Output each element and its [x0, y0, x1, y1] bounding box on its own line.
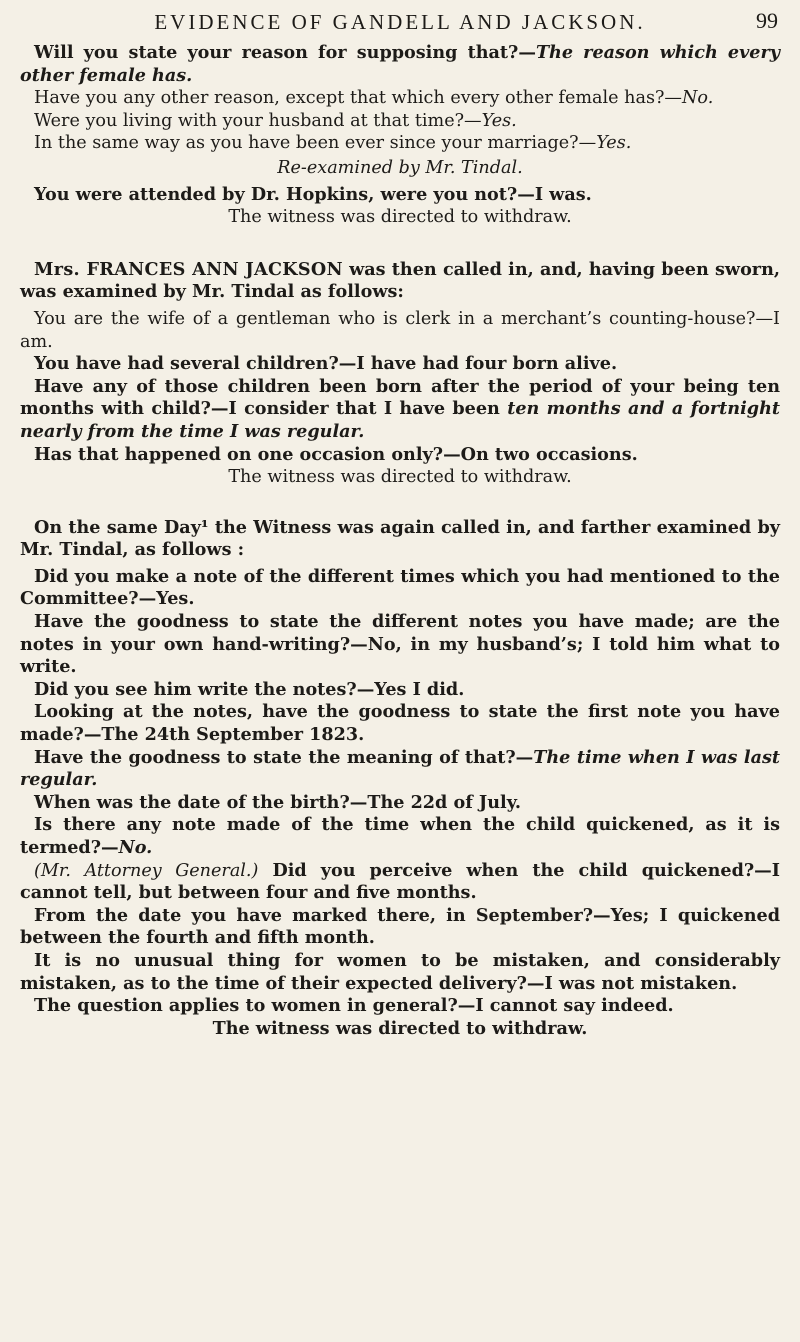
qa-3-6: When was the date of the birth?—The 22d of July. [34, 791, 522, 813]
page-number: 99 [756, 8, 778, 33]
qa-line-2: Have you any other reason, except that which every other female has?—No. [34, 88, 714, 109]
running-head [20, 6, 780, 36]
qa-2-1: You are the wife of a gentleman who is clerk in a merchant’s counting-house?—I am. [20, 308, 780, 352]
section-frances-ann-jackson [20, 259, 780, 489]
qa-3-9: From the date you have marked there, in September?—Yes; I quickened between the fourth and fifth month. [20, 904, 780, 949]
section-further-examination [20, 517, 780, 1041]
running-title: EVIDENCE OF GANDELL AND JACKSON. [154, 10, 646, 34]
qa-line-5: You were attended by Dr. Hopkins, were you not?—I was. [34, 183, 592, 205]
withdraw-note-1: The witness was directed to withdraw. [228, 207, 572, 228]
recall-intro: On the same Day¹ the Witness was again called in, and farther examined by Mr. Tindal, as follows : [20, 516, 780, 561]
withdraw-note-3: The witness was directed to withdraw. [212, 1017, 588, 1039]
re-examined-heading: Re-examined by Mr. Tindal. [277, 157, 523, 178]
qa-2-4: Has that happened on one occasion only?—On two occasions. [34, 443, 638, 465]
qa-3-3: Did you see him write the notes?—Yes I did. [34, 678, 465, 700]
qa-3-8: (Mr. Attorney General.) Did you perceive when the child quickened?—I cannot tell, but between four and five months. [20, 859, 780, 904]
section-cross-examination [20, 42, 780, 229]
qa-3-1: Did you make a note of the different times which you had mentioned to the Committee?—Yes. [20, 565, 780, 610]
qa-2-2: You have had several children?—I have had four born alive. [34, 353, 618, 375]
qa-3-7: Is there any note made of the time when the child quickened, as it is termed?—No. [20, 814, 780, 858]
qa-3-4: Looking at the notes, have the goodness to state the first note you have made?—The 24th September 1823. [20, 701, 780, 746]
qa-line-3: Were you living with your husband at that time?—Yes. [34, 110, 517, 131]
qa-3-2: Have the goodness to state the different notes you have made; are the notes in your own hand-writing?—No, in my husband’s; I told him what to write. [20, 611, 780, 678]
qa-line-1: Will you state your reason for supposing that?—The reason which every other female has. [20, 42, 780, 86]
qa-3-10: It is no unusual thing for women to be mistaken, and considerably mistaken, as to the time of their expected delivery?—I was not mistaken. [20, 949, 780, 994]
qa-2-3: Have any of those children been born after the period of your being ten months with child?—I consider that I have been ten months and a fortnight nearly from the time I was regular. [20, 375, 780, 442]
qa-3-11: The question applies to women in general?—I cannot say indeed. [34, 995, 674, 1017]
witness-intro: Mrs. FRANCES ANN JACKSON was then called in, and, having been sworn, was examined by Mr. Tindal as follows: [20, 258, 780, 303]
qa-3-5: Have the goodness to state the meaning of that?—The time when I was last regular. [20, 746, 781, 791]
withdraw-note-2: The witness was directed to withdraw. [228, 467, 572, 488]
qa-line-4: In the same way as you have been ever since your marriage?—Yes. [34, 133, 632, 154]
